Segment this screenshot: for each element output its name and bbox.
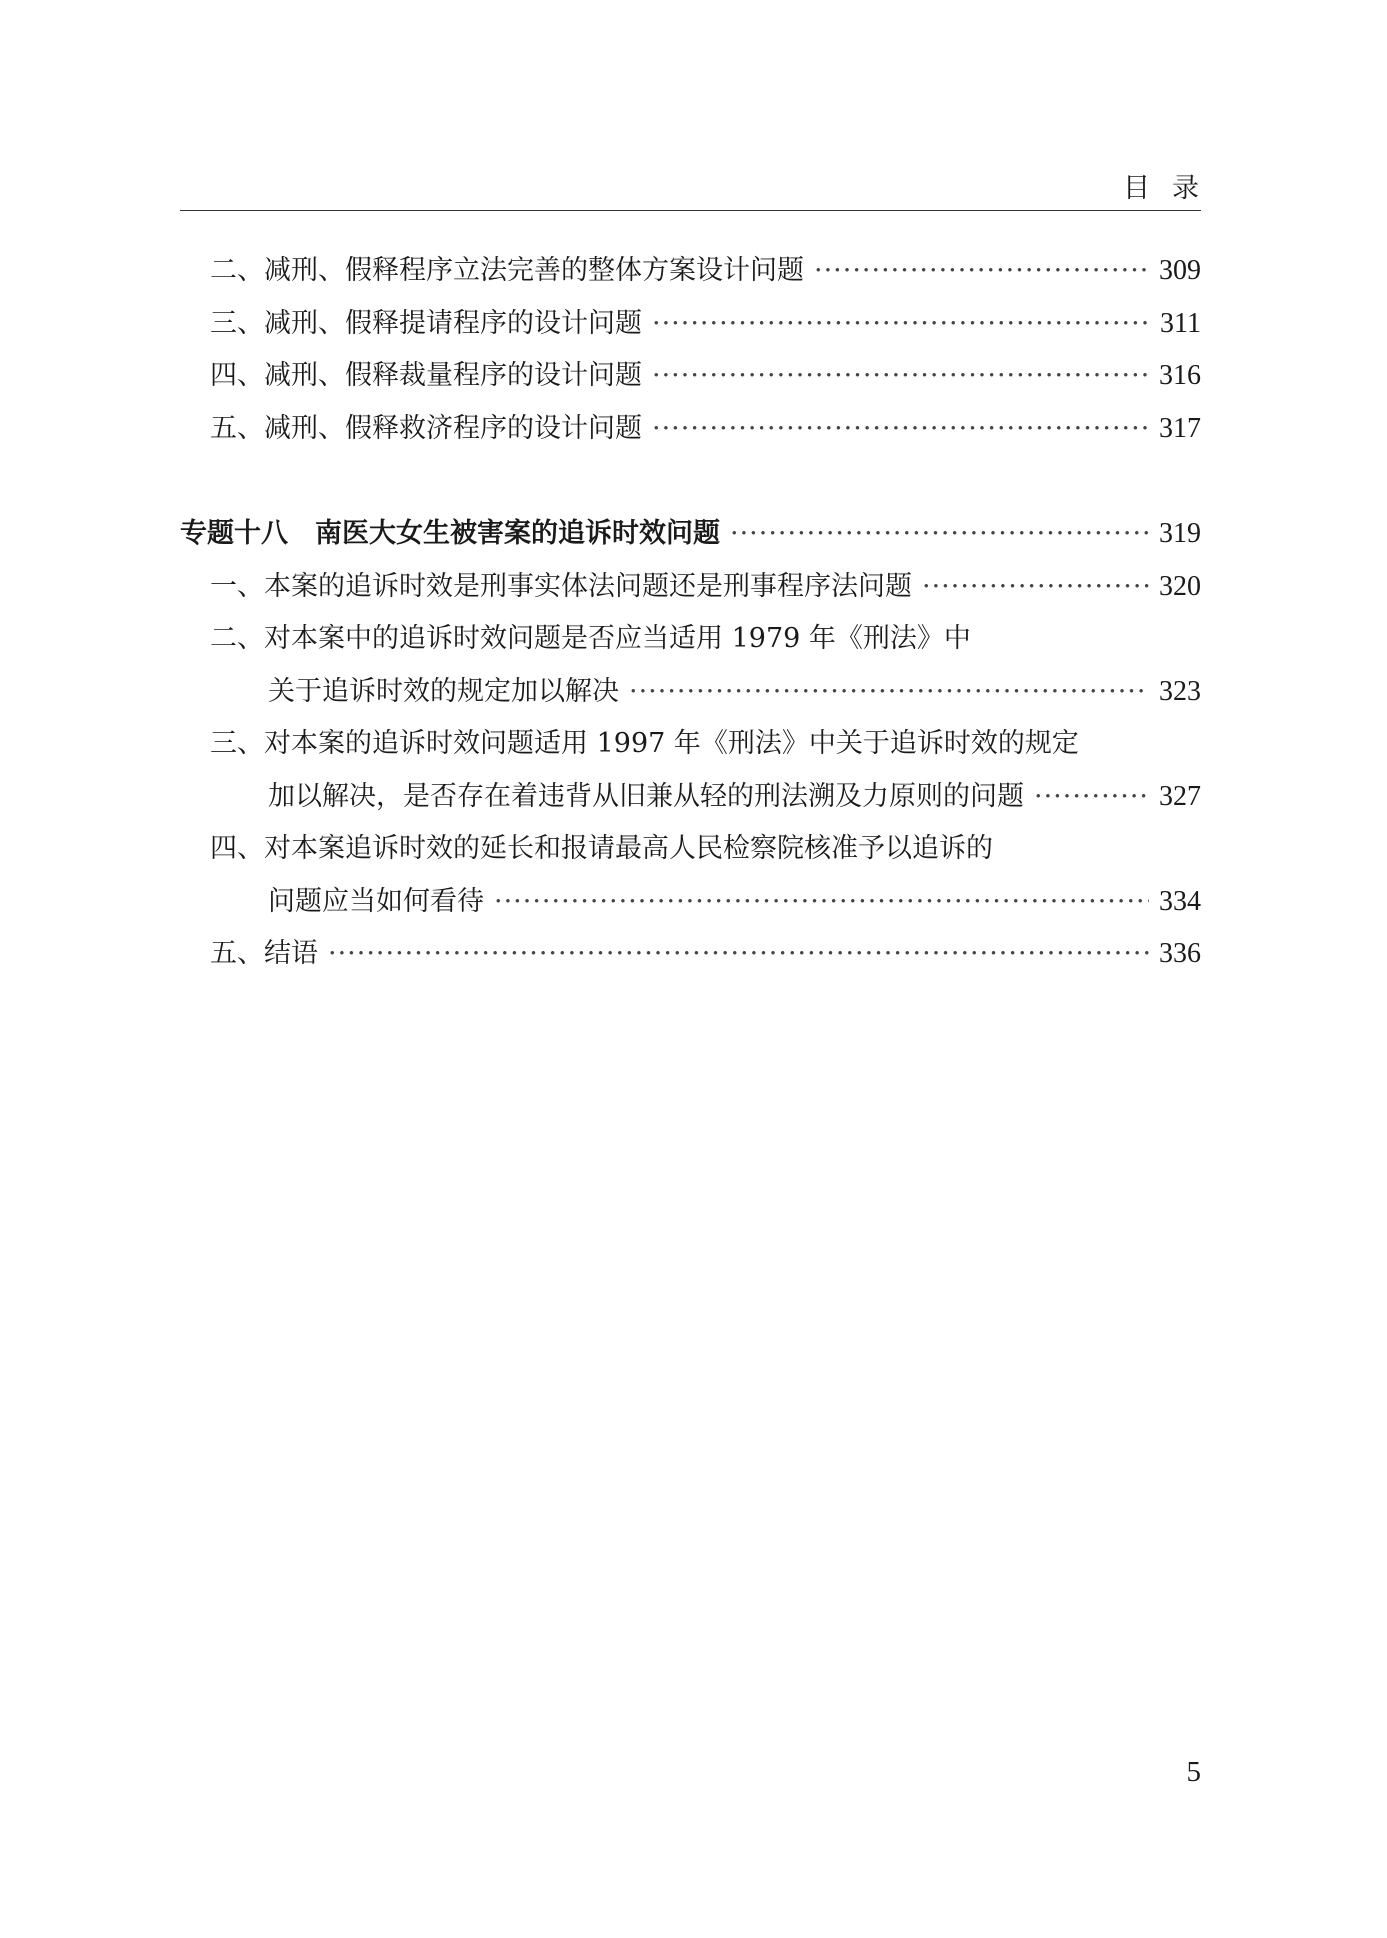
toc-entry[interactable]	[180, 928, 1201, 981]
dot-leader	[922, 561, 1149, 614]
page-number: 5	[1186, 1756, 1201, 1788]
toc-entry-page: 316	[1159, 360, 1201, 391]
toc-entry-page: 334	[1159, 885, 1201, 917]
dot-leader	[494, 876, 1149, 929]
dot-leader	[652, 298, 1150, 351]
dot-leader	[652, 350, 1149, 403]
toc-entry-line2[interactable]	[180, 666, 1201, 719]
toc-entry-continuation: 关于追诉时效的规定加以解决	[268, 675, 619, 707]
toc-entry-continuation: 加以解决，是否存在着违背从旧兼从轻的刑法溯及力原则的问题	[268, 780, 1024, 812]
toc-chapter-title: 专题十八 南医大女生被害案的追诉时效问题	[180, 518, 720, 549]
toc-entry-title: 四、减刑、假释裁量程序的设计问题	[210, 360, 642, 391]
toc-entry-line1[interactable]	[180, 613, 1201, 666]
toc-entry-line2[interactable]	[180, 771, 1201, 824]
toc-entry-title: 三、对本案的追诉时效问题适用 1997 年《刑法》中关于追诉时效的规定	[210, 728, 1079, 759]
toc-entry-line1[interactable]	[180, 823, 1201, 876]
toc-entry-page: 320	[1159, 570, 1201, 602]
dot-leader	[629, 666, 1149, 719]
header-rule	[180, 210, 1201, 211]
dot-leader	[1034, 771, 1149, 824]
toc-entry-title: 一、本案的追诉时效是刑事实体法问题还是刑事程序法问题	[210, 570, 912, 602]
toc-entry-continuation: 问题应当如何看待	[268, 885, 484, 917]
toc-entry-title: 二、减刑、假释程序立法完善的整体方案设计问题	[210, 255, 804, 286]
table-of-contents	[180, 245, 1201, 981]
toc-entry[interactable]	[180, 245, 1201, 298]
running-head: 目录	[1123, 173, 1221, 204]
toc-entry-title: 五、减刑、假释救济程序的设计问题	[210, 412, 642, 444]
toc-entry[interactable]	[180, 350, 1201, 403]
toc-entry[interactable]	[180, 403, 1201, 456]
dot-leader	[652, 403, 1149, 456]
toc-chapter-entry[interactable]	[180, 508, 1201, 561]
toc-entry[interactable]	[180, 298, 1201, 351]
toc-entry-line2[interactable]	[180, 876, 1201, 929]
dot-leader	[730, 508, 1149, 561]
toc-entry-title: 四、对本案追诉时效的延长和报请最高人民检察院核准予以追诉的	[210, 833, 993, 864]
toc-entry-line1[interactable]	[180, 718, 1201, 771]
toc-entry-page: 327	[1159, 780, 1201, 812]
toc-entry-title: 五、结语	[210, 938, 318, 969]
toc-entry-page: 311	[1160, 307, 1201, 339]
toc-entry-page: 336	[1159, 938, 1201, 969]
toc-entry-title: 二、对本案中的追诉时效问题是否应当适用 1979 年《刑法》中	[210, 623, 971, 654]
dot-leader	[328, 928, 1149, 981]
toc-entry-page: 309	[1159, 255, 1201, 286]
toc-entry-title: 三、减刑、假释提请程序的设计问题	[210, 307, 642, 339]
dot-leader	[814, 245, 1149, 298]
toc-entry[interactable]	[180, 561, 1201, 614]
toc-chapter-page: 319	[1159, 518, 1201, 549]
toc-entry-page: 323	[1159, 675, 1201, 707]
toc-entry-page: 317	[1159, 412, 1201, 444]
section-gap	[180, 455, 1201, 508]
